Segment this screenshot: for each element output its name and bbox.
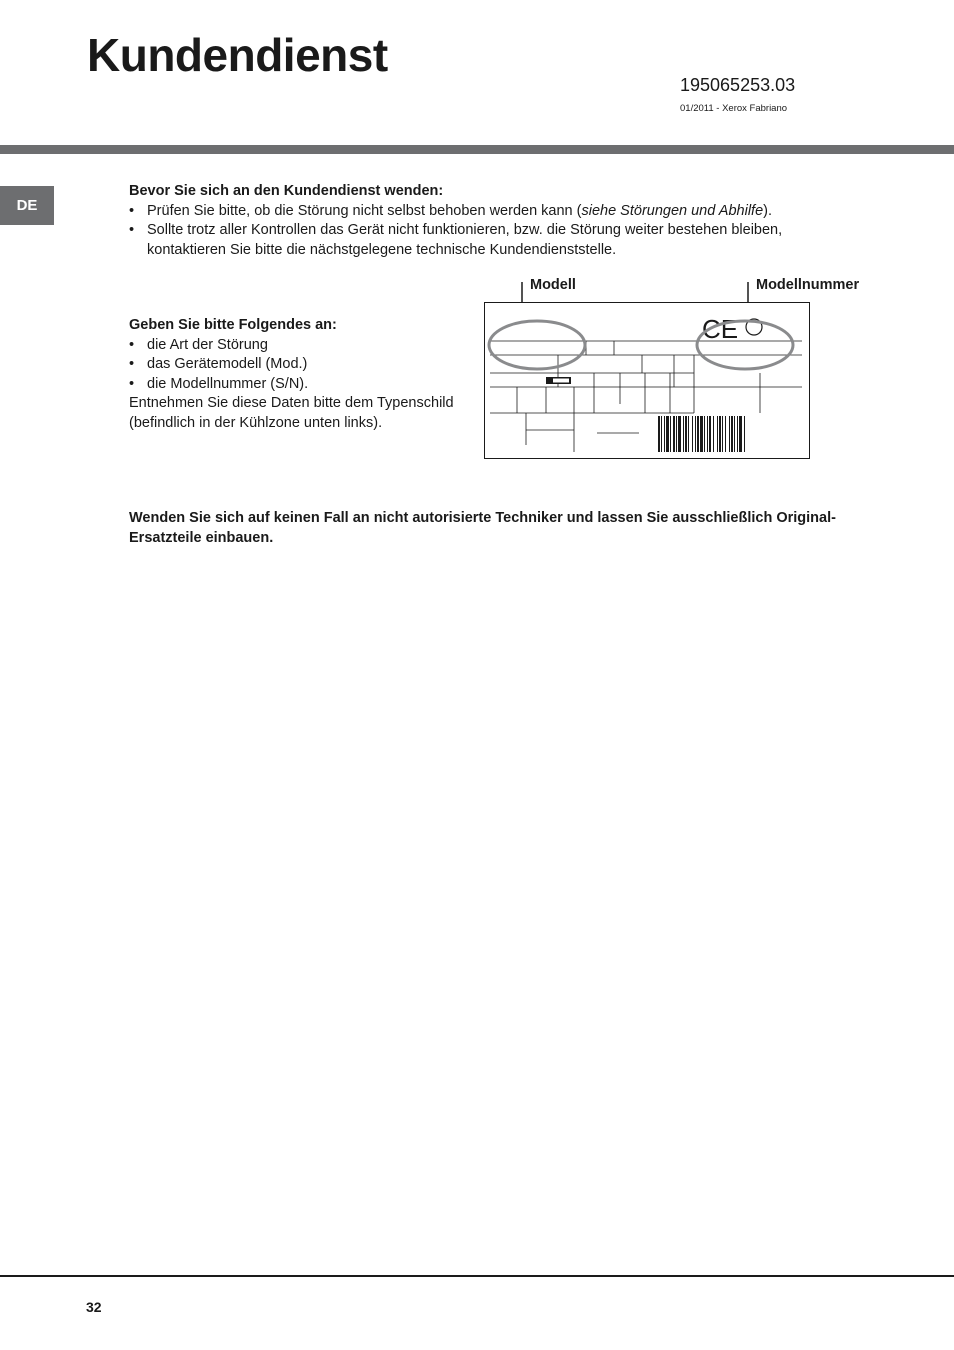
plate-symbol-inner	[553, 379, 569, 383]
list-item: • die Modellnummer (S/N).	[129, 375, 474, 395]
barcode-bar	[717, 416, 718, 452]
bullet-list	[129, 336, 474, 395]
warning-notice: Wenden Sie sich auf keinen Fall an nicht autorisierte Techniker und lassen Sie ausschließlich Original-Ersatzteile einbauen.	[129, 510, 836, 546]
plate-location-note: Entnehmen Sie diese Daten bitte dem Typenschild (befindlich in der Kühlzone unten links).	[129, 395, 454, 431]
list-item	[129, 202, 849, 222]
language-tab: DE	[0, 186, 54, 225]
barcode-bar	[692, 416, 693, 452]
label-model: Modell	[530, 277, 576, 293]
section-heading: Geben Sie bitte Folgendes an:	[129, 317, 337, 333]
section-heading: Bevor Sie sich an den Kundendienst wenden:	[129, 183, 444, 199]
barcode-bar	[731, 416, 733, 452]
rating-plate-outline	[485, 303, 810, 459]
barcode-bar	[725, 416, 726, 452]
bullet-text-end: ).	[763, 202, 772, 219]
barcode-bar	[670, 416, 671, 452]
section-provide-info	[129, 316, 474, 433]
barcode-bar	[678, 416, 681, 452]
barcode-bar	[707, 416, 708, 452]
barcode-bar	[683, 416, 684, 452]
barcode-bar	[704, 416, 705, 452]
barcode-bar	[666, 416, 669, 452]
barcode-bar	[744, 416, 745, 452]
section-before-contact	[129, 182, 849, 260]
barcode-bar	[697, 416, 699, 452]
barcode-bar	[729, 416, 730, 452]
header-divider-bar	[0, 145, 954, 154]
footer-divider	[0, 1275, 954, 1277]
ce-mark: CE	[702, 314, 739, 344]
bullet-list	[129, 202, 849, 261]
barcode-bar	[688, 416, 689, 452]
barcode-bar	[709, 416, 711, 452]
barcode-bar	[673, 416, 675, 452]
barcode-bar	[658, 416, 660, 452]
page-number: 32	[86, 1299, 102, 1315]
barcode-bar	[719, 416, 721, 452]
list-item: • die Art der Störung	[129, 336, 474, 356]
barcode-bar	[739, 416, 742, 452]
rating-plate-diagram	[484, 280, 814, 465]
barcode-bar	[676, 416, 677, 452]
barcode-bar	[664, 416, 665, 452]
barcode-bar	[685, 416, 687, 452]
barcode-bar	[734, 416, 735, 452]
cross-reference: siehe Störungen und Abhilfe	[581, 202, 764, 219]
list-item: • das Gerätemodell (Mod.)	[129, 355, 474, 375]
barcode-bar	[700, 416, 703, 452]
barcode-bar	[661, 416, 662, 452]
barcode-bar	[722, 416, 723, 452]
barcode-bar	[713, 416, 714, 452]
document-number: 195065253.03	[680, 75, 796, 95]
document-meta: 01/2011 - Xerox Fabriano	[680, 103, 788, 114]
list-item: • Sollte trotz aller Kontrollen das Gerät nicht funktionieren, bzw. die Störung weiter bestehen bleiben, kontaktieren Sie bitte die nächstgelegene technische Kundendienststelle.	[129, 221, 849, 260]
barcode-bar	[695, 416, 696, 452]
bullet-text: Prüfen Sie bitte, ob die Störung nicht selbst behoben werden kann (	[147, 202, 582, 219]
label-model-number: Modellnummer	[756, 277, 860, 293]
barcode-bar	[737, 416, 738, 452]
page-title: Kundendienst	[87, 29, 388, 81]
